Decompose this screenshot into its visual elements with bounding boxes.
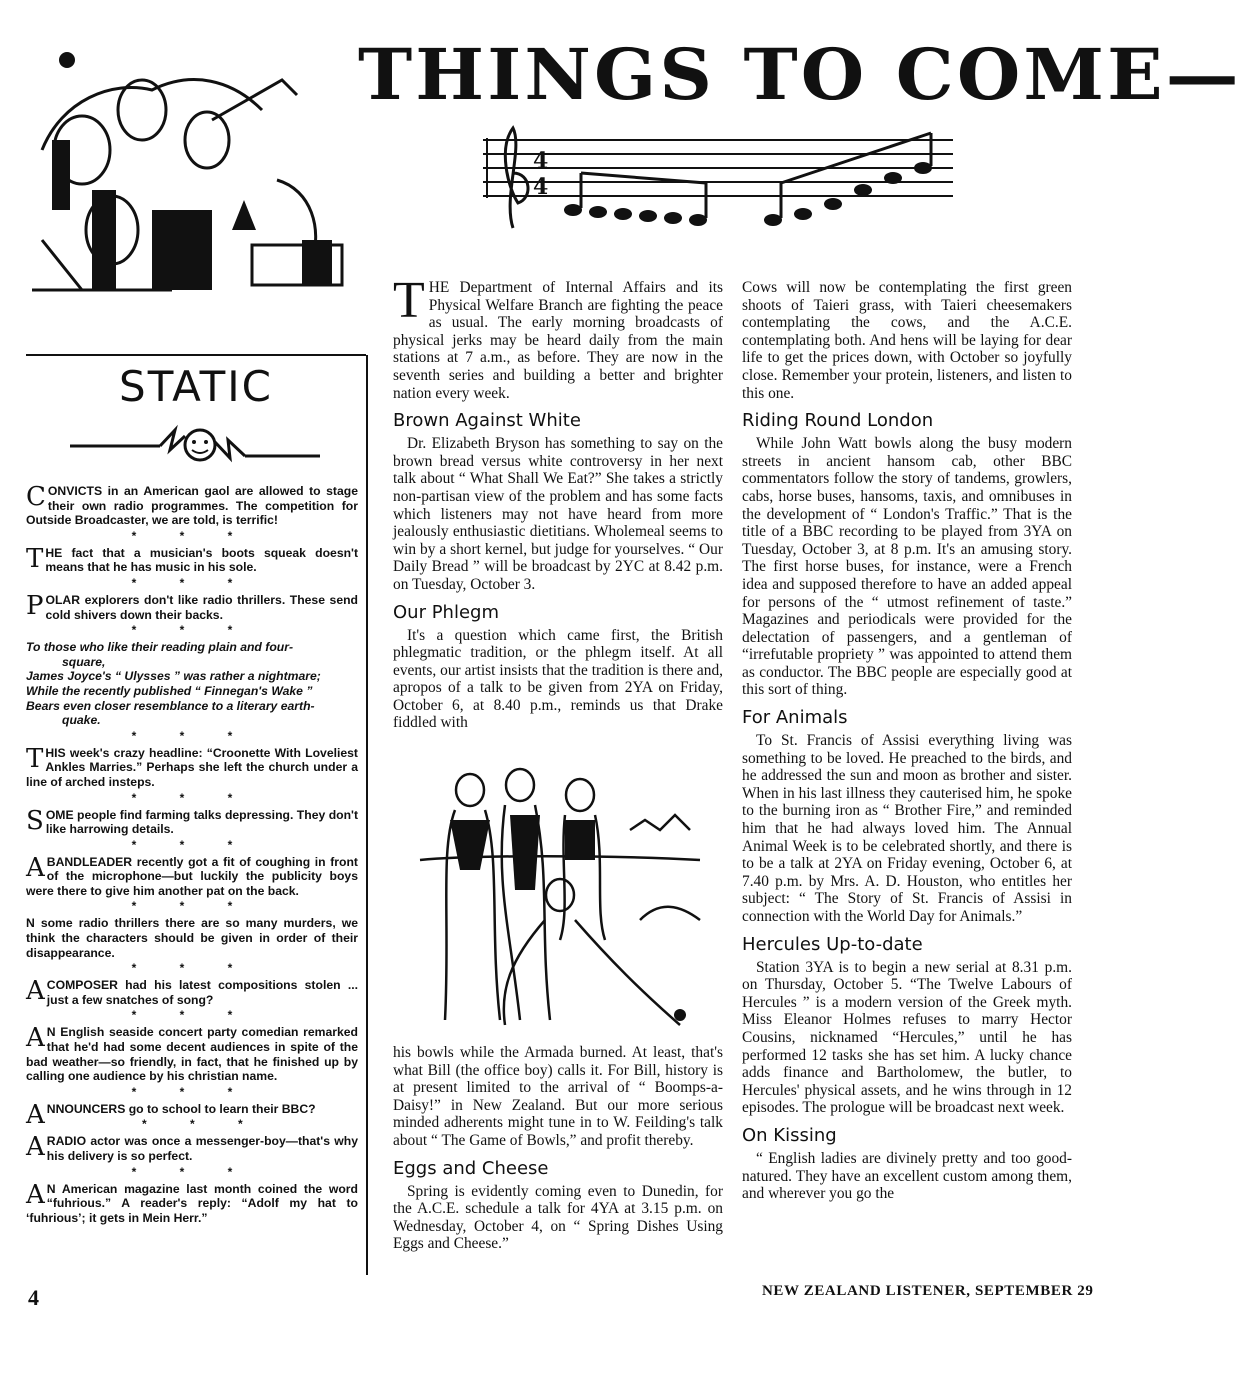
intro-paragraph: THE Department of Internal Affairs and its Physical Welfare Branch are fighting the peace as usual. The early morning broadcasts of physical jerks may be heard daily from the main stations at 7 a.m., as before. They are now in the seventh series and building a better and brighter nation every week. bbox=[393, 272, 723, 402]
drop-cap: P bbox=[26, 590, 44, 621]
page-number: 4 bbox=[28, 1285, 39, 1310]
separator-stars: * * * bbox=[131, 790, 253, 805]
separator-stars: * * * bbox=[131, 899, 253, 914]
static-item bbox=[26, 590, 358, 622]
static-item bbox=[26, 852, 358, 899]
music-staff-illustration bbox=[483, 128, 953, 248]
article-column-2 bbox=[393, 272, 723, 732]
paragraph: his bowls while the Armada burned. At least, that's what Bill (the office boy) calls it. For Bill, history is at present limited to the arrival of “ Boomps-a-Daisy!” in New Zealand. But our more serious minded adherents might tune in to W. Feilding's talk about “ The Game of Bowls,” and profit thereby. bbox=[393, 1044, 723, 1149]
paragraph: Cows will now be contemplating the first green shoots of Taieri grass, with Taieri cheesemakers contemplating the cows, and the A.C.E. contemplating both. And hens will be laying for dear life to get the prices down, with October so joyfully close. Remember your protein, listeners, and listen to this one. bbox=[742, 279, 1072, 402]
static-poem bbox=[26, 640, 358, 728]
drop-cap: A bbox=[26, 1179, 45, 1210]
column-rule bbox=[366, 355, 368, 1275]
static-item-text: NNOUNCERS go to school to learn their BBC? bbox=[46, 1101, 316, 1116]
static-item bbox=[26, 805, 358, 837]
band-illustration bbox=[22, 40, 352, 300]
svg-text:4: 4 bbox=[533, 174, 549, 200]
paragraph: While John Watt bowls along the busy modern streets in ancient hansom cab, other BBC commentators follow the story of tandems, growlers, cabs, horse buses, hansoms, taxis, and omnibuses in the development of “ London's Traffic.” That is the title of a BBC recording to be played from 3YA on Tuesday, October 3, at 8 p.m. It's an amusing story. The first horse buses, for instance, were a French idea and supposed therefore to have an added appeal for persons of the “ utmost refinement of taste.” Magazines and periodicals were provided for the delectation of passengers, and a gentleman of “irrefutable propriety ” was appointed to attend them as conductor. The BBC people are especially good at this sort of thing. bbox=[742, 435, 1072, 699]
static-item-text: OME people find farming talks depressing. They don't like harrowing details. bbox=[45, 807, 358, 837]
drop-cap: A bbox=[26, 852, 45, 883]
drop-cap: T bbox=[393, 272, 425, 329]
poem-line: While the recently published “ Finnegan's Wake ” bbox=[26, 683, 313, 698]
static-logo-icon bbox=[60, 418, 330, 468]
separator-stars: * * * bbox=[142, 1117, 263, 1132]
paragraph: To St. Francis of Assisi everything living was something to be loved. He preached to the birds, and he addressed the sun and moon as brother and sister. When in his last illness they cauterised him, he spoke to the burning iron as “ Brother Fire,” and reminded him that he had always loved him. The Annual Animal Week is to be celebrated shortly, and there is to be a talk at 2YA on Friday evening, October 6, at 7.40 p.m. by Mrs. A. D. Houston, who entitles her subject: “ The Story of St. Francis of Assisi in connection with the World Day for Animals.” bbox=[742, 732, 1072, 925]
publication-footer: NEW ZEALAND LISTENER, SEPTEMBER 29 bbox=[762, 1283, 1094, 1299]
static-item-text: RADIO actor was once a messenger-boy—that's why his delivery is so perfect. bbox=[46, 1134, 358, 1163]
drop-cap: A bbox=[26, 976, 45, 1007]
static-item-text: HE fact that a musician's boots squeak doesn't means that he has music in his sole. bbox=[45, 545, 358, 575]
static-item-text: OLAR explorers don't like radio thrillers. These send cold shivers down their backs. bbox=[45, 592, 358, 622]
poem-line: quake. bbox=[62, 713, 101, 728]
paragraph: Spring is evidently coming even to Dunedin, for the A.C.E. schedule a talk for 4YA at 3.15 p.m. on Wednesday, October 4, on “ Spring Dishes Using Eggs and Cheese.” bbox=[393, 1182, 723, 1253]
paragraph: Dr. Elizabeth Bryson has something to say on the brown bread versus white controversy in her next talk about “ What Shall We Eat?” She takes a strictly non-partisan view of the problem and has some facts which listeners may not have heard from more jealously enthusiastic dietitians. Wholemeal seems to win by a short kernel, but judge for yourselves. “ Our Daily Bread ” will be broadcast by 2YC at 8.42 p.m. on Tuesday, October 3. bbox=[393, 435, 723, 593]
static-item bbox=[26, 543, 358, 575]
section-heading: Our Phlegm bbox=[393, 601, 499, 623]
section-heading: For Animals bbox=[742, 707, 848, 729]
separator-stars: * * * bbox=[131, 1084, 253, 1099]
separator-stars: * * * bbox=[131, 1008, 253, 1023]
paragraph: Station 3YA is to begin a new serial at 8.31 p.m. on Thursday, October 5. “The Twelve Labours of Hercules ” is a modern version of the Greek myth. Miss Eleanor Holmes refuses to marry Hector Cousins, nicknamed “Hercules,” until he has performed 12 tasks she has set him. A lucky chance adds finance and Bartholomew, the butler, to Hercules' physical assets, and he wins through in 12 episodes. The prologue will be broadcast next week. bbox=[742, 958, 1072, 1117]
article-column-3 bbox=[742, 279, 1072, 1203]
drop-cap: A bbox=[26, 1132, 45, 1163]
separator-stars: * * * bbox=[131, 528, 253, 543]
paragraph: “ English ladies are divinely pretty and too good-natured. They have an excellent custom among them, and wherever you go the bbox=[742, 1149, 1072, 1203]
section-heading: Eggs and Cheese bbox=[393, 1157, 549, 1179]
static-item-text: N some radio thrillers there are so many murders, we think the characters should be given in order of their disappearance. bbox=[26, 916, 358, 960]
page-banner-title: THINGS TO COME— bbox=[358, 33, 1242, 116]
separator-stars: * * * bbox=[131, 728, 253, 743]
drop-cap: S bbox=[26, 805, 44, 836]
separator-stars: * * * bbox=[131, 623, 253, 638]
drake-bowls-cartoon bbox=[410, 760, 710, 1040]
article-column-2-continued bbox=[393, 1044, 723, 1253]
static-item bbox=[26, 484, 358, 528]
drop-cap: T bbox=[26, 543, 44, 574]
section-heading: Hercules Up-to-date bbox=[742, 933, 923, 955]
static-item bbox=[26, 743, 358, 790]
section-heading: Brown Against White bbox=[393, 410, 581, 432]
separator-stars: * * * bbox=[131, 575, 253, 590]
static-title: STATIC bbox=[119, 362, 273, 411]
static-item-text: ONVICTS in an American gaol are allowed to stage their own radio programmes. The competition for Outside Broadcaster, we are told, is terrific! bbox=[26, 484, 358, 528]
paragraph: It's a question which came first, the British phlegmatic tradition, or the phlegm itself. At all events, our artist insists that the tradition is there and, apropos of a talk to be given from 2YA on Friday, October 6, at 8.40 p.m., reminds us that Drake fiddled with bbox=[393, 626, 723, 732]
separator-stars: * * * bbox=[131, 837, 253, 852]
poem-line: James Joyce's “ Ulysses ” was rather a nightmare; bbox=[26, 669, 321, 684]
static-item bbox=[26, 1025, 358, 1083]
static-items bbox=[26, 484, 358, 1227]
static-item bbox=[26, 978, 358, 1007]
static-item-text: HIS week's crazy headline: “Croonette With Loveliest Ankles Marries.” Perhaps she left the church under a line of arched insteps. bbox=[26, 745, 358, 789]
static-item-text: COMPOSER had his latest compositions stolen ... just a few snatches of song? bbox=[46, 978, 358, 1007]
drop-cap: A bbox=[26, 1099, 45, 1130]
drop-cap: C bbox=[26, 482, 46, 512]
drop-cap: A bbox=[26, 1023, 45, 1054]
poem-line: To those who like their reading plain and four- bbox=[26, 640, 294, 655]
section-heading: Riding Round London bbox=[742, 410, 934, 432]
static-item bbox=[26, 916, 358, 960]
poem-line: square, bbox=[62, 654, 106, 669]
static-item-text: N English seaside concert party comedian remarked that he'd had some decent audiences in spite of the bad weather—so friendly, in fact, that he finished up by calling one audience by his christian name. bbox=[26, 1025, 358, 1084]
svg-text:4: 4 bbox=[533, 148, 549, 174]
static-item bbox=[26, 1099, 358, 1130]
static-item bbox=[26, 1179, 358, 1226]
drop-cap: T bbox=[26, 743, 44, 774]
static-top-rule bbox=[26, 354, 366, 356]
poem-line: Bears even closer resemblance to a literary earth- bbox=[26, 698, 315, 713]
static-item bbox=[26, 1134, 358, 1163]
separator-stars: * * * bbox=[131, 1164, 253, 1179]
section-heading: On Kissing bbox=[742, 1124, 837, 1146]
separator-stars: * * * bbox=[131, 961, 253, 976]
static-item-text: BANDLEADER recently got a fit of coughing in front of the microphone—but luckily the publicity boys were there to give him another pat on the back. bbox=[26, 854, 358, 898]
static-item-text: N American magazine last month coined the word “fuhrious.” A reader's reply: “Adolf my hat to ‘fuhrious’; it gets in Mein Herr.” bbox=[26, 1181, 358, 1225]
